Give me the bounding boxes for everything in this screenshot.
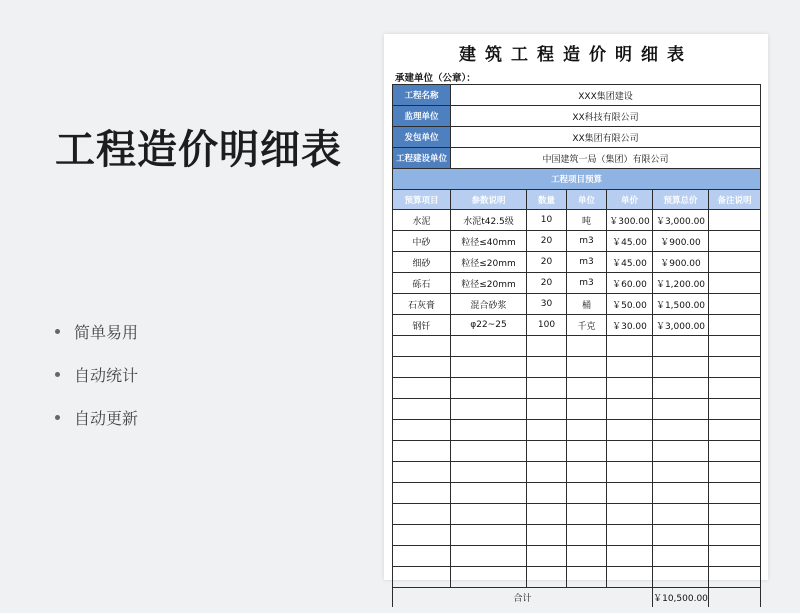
empty-cell <box>607 483 653 504</box>
table-row <box>393 273 761 294</box>
empty-cell <box>393 336 451 357</box>
empty-cell <box>527 567 567 588</box>
empty-cell <box>709 399 761 420</box>
table-cell <box>709 294 761 315</box>
empty-row <box>393 357 761 378</box>
empty-cell <box>393 378 451 399</box>
empty-cell <box>451 399 527 420</box>
empty-cell <box>451 525 527 546</box>
table-cell: 石灰膏 <box>393 294 451 315</box>
table-row <box>393 294 761 315</box>
empty-cell <box>653 420 709 441</box>
feature-item <box>55 396 138 439</box>
empty-cell <box>653 504 709 525</box>
empty-cell <box>393 567 451 588</box>
column-header: 预算项目 <box>393 190 451 210</box>
feature-list <box>55 310 138 439</box>
table-cell: ￥3,000.00 <box>653 315 709 336</box>
empty-cell <box>567 546 607 567</box>
info-label: 工程名称 <box>393 85 451 106</box>
empty-cell <box>393 420 451 441</box>
table-cell: 混合砂浆 <box>451 294 527 315</box>
empty-row <box>393 336 761 357</box>
table-cell: 100 <box>527 315 567 336</box>
empty-cell <box>393 546 451 567</box>
empty-cell <box>393 357 451 378</box>
feature-label: 自动统计 <box>74 366 139 385</box>
empty-cell <box>527 399 567 420</box>
section-header: 工程项目预算 <box>393 169 761 190</box>
empty-cell <box>527 483 567 504</box>
empty-cell <box>653 357 709 378</box>
empty-cell <box>709 357 761 378</box>
table-cell: ￥45.00 <box>607 231 653 252</box>
info-row <box>393 106 761 127</box>
table-cell: 20 <box>527 252 567 273</box>
empty-cell <box>451 483 527 504</box>
table-cell <box>709 252 761 273</box>
empty-cell <box>393 504 451 525</box>
table-cell <box>709 273 761 294</box>
empty-cell <box>567 462 607 483</box>
table-cell: 粒径≤40mm <box>451 231 527 252</box>
table-cell: 粒径≤20mm <box>451 252 527 273</box>
column-header: 数量 <box>527 190 567 210</box>
table-cell: 吨 <box>567 210 607 231</box>
total-note <box>709 588 761 608</box>
empty-cell <box>393 399 451 420</box>
table-cell: 粒径≤20mm <box>451 273 527 294</box>
empty-row <box>393 420 761 441</box>
info-row <box>393 127 761 148</box>
table-cell: ￥900.00 <box>653 252 709 273</box>
empty-cell <box>393 525 451 546</box>
empty-cell <box>607 336 653 357</box>
empty-cell <box>451 420 527 441</box>
empty-cell <box>567 336 607 357</box>
info-value: 中国建筑一局（集团）有限公司 <box>451 148 761 169</box>
table-cell: m3 <box>567 273 607 294</box>
empty-cell <box>709 504 761 525</box>
empty-cell <box>393 441 451 462</box>
empty-row <box>393 462 761 483</box>
empty-row <box>393 504 761 525</box>
empty-cell <box>709 378 761 399</box>
empty-cell <box>393 483 451 504</box>
table-cell <box>709 315 761 336</box>
empty-cell <box>527 441 567 462</box>
empty-row <box>393 546 761 567</box>
table-cell: ￥60.00 <box>607 273 653 294</box>
total-label: 合计 <box>393 588 653 608</box>
empty-cell <box>607 420 653 441</box>
empty-cell <box>527 420 567 441</box>
empty-cell <box>567 357 607 378</box>
empty-cell <box>527 462 567 483</box>
empty-cell <box>653 546 709 567</box>
empty-row <box>393 567 761 588</box>
empty-cell <box>607 441 653 462</box>
sheet-title: 建筑工程造价明细表 <box>459 45 693 65</box>
empty-cell <box>451 441 527 462</box>
empty-cell <box>451 357 527 378</box>
table-cell: 砾石 <box>393 273 451 294</box>
empty-cell <box>567 420 607 441</box>
empty-cell <box>451 546 527 567</box>
column-header: 预算总价 <box>653 190 709 210</box>
empty-row <box>393 399 761 420</box>
feature-label: 简单易用 <box>74 323 139 342</box>
empty-row <box>393 441 761 462</box>
empty-cell <box>653 441 709 462</box>
table-cell: ￥45.00 <box>607 252 653 273</box>
info-label: 工程建设单位 <box>393 148 451 169</box>
empty-cell <box>607 378 653 399</box>
empty-cell <box>709 525 761 546</box>
empty-cell <box>653 336 709 357</box>
info-label: 监理单位 <box>393 106 451 127</box>
cost-table <box>392 84 761 607</box>
bullet-icon <box>55 329 60 334</box>
empty-cell <box>607 567 653 588</box>
empty-cell <box>451 462 527 483</box>
table-cell: ￥300.00 <box>607 210 653 231</box>
table-cell: 中砂 <box>393 231 451 252</box>
table-cell: 10 <box>527 210 567 231</box>
empty-cell <box>653 399 709 420</box>
table-cell: ￥1,200.00 <box>653 273 709 294</box>
table-cell: ￥50.00 <box>607 294 653 315</box>
info-value: XX集团有限公司 <box>451 127 761 148</box>
empty-cell <box>653 462 709 483</box>
empty-cell <box>567 525 607 546</box>
empty-cell <box>607 399 653 420</box>
table-cell: 水泥 <box>393 210 451 231</box>
empty-cell <box>567 378 607 399</box>
table-cell: ￥30.00 <box>607 315 653 336</box>
promo-title: 工程造价明细表 <box>55 127 342 173</box>
table-cell: 钢钎 <box>393 315 451 336</box>
empty-cell <box>709 483 761 504</box>
empty-cell <box>607 546 653 567</box>
info-row <box>393 148 761 169</box>
empty-cell <box>567 567 607 588</box>
empty-cell <box>709 462 761 483</box>
empty-cell <box>709 441 761 462</box>
empty-cell <box>653 525 709 546</box>
table-cell: φ22~25 <box>451 315 527 336</box>
info-row <box>393 85 761 106</box>
table-cell: 千克 <box>567 315 607 336</box>
empty-cell <box>709 546 761 567</box>
table-cell: 20 <box>527 273 567 294</box>
info-value: XX科技有限公司 <box>451 106 761 127</box>
table-cell <box>709 210 761 231</box>
empty-cell <box>567 441 607 462</box>
empty-row <box>393 483 761 504</box>
table-cell: ￥1,500.00 <box>653 294 709 315</box>
column-header-row <box>393 190 761 210</box>
empty-cell <box>709 336 761 357</box>
empty-cell <box>653 378 709 399</box>
table-row <box>393 210 761 231</box>
feature-label: 自动更新 <box>74 409 139 428</box>
empty-cell <box>393 462 451 483</box>
empty-cell <box>607 525 653 546</box>
empty-cell <box>527 504 567 525</box>
empty-cell <box>527 336 567 357</box>
bullet-icon <box>55 372 60 377</box>
total-row <box>393 588 761 608</box>
section-row <box>393 169 761 190</box>
empty-cell <box>607 357 653 378</box>
contractor-label: 承建单位（公章）： <box>395 73 476 84</box>
total-value: ￥10,500.00 <box>653 588 709 608</box>
column-header: 单价 <box>607 190 653 210</box>
info-label: 发包单位 <box>393 127 451 148</box>
info-value: XXX集团建设 <box>451 85 761 106</box>
table-cell: 细砂 <box>393 252 451 273</box>
table-cell: 桶 <box>567 294 607 315</box>
empty-cell <box>567 483 607 504</box>
empty-cell <box>709 420 761 441</box>
empty-cell <box>527 525 567 546</box>
table-cell: 20 <box>527 231 567 252</box>
column-header: 备注说明 <box>709 190 761 210</box>
table-cell: ￥3,000.00 <box>653 210 709 231</box>
table-row <box>393 231 761 252</box>
empty-cell <box>527 546 567 567</box>
empty-cell <box>451 504 527 525</box>
table-row <box>393 315 761 336</box>
table-cell: m3 <box>567 252 607 273</box>
feature-item <box>55 353 138 396</box>
empty-cell <box>653 567 709 588</box>
empty-cell <box>709 567 761 588</box>
empty-row <box>393 378 761 399</box>
table-cell: m3 <box>567 231 607 252</box>
empty-cell <box>653 483 709 504</box>
column-header: 参数说明 <box>451 190 527 210</box>
table-cell <box>709 231 761 252</box>
empty-cell <box>567 504 607 525</box>
table-row <box>393 252 761 273</box>
empty-cell <box>607 504 653 525</box>
table-cell: ￥900.00 <box>653 231 709 252</box>
feature-item <box>55 310 138 353</box>
column-header: 单位 <box>567 190 607 210</box>
bullet-icon <box>55 415 60 420</box>
table-cell: 30 <box>527 294 567 315</box>
empty-cell <box>527 357 567 378</box>
empty-cell <box>451 567 527 588</box>
empty-cell <box>607 462 653 483</box>
table-cell: 水泥t42.5级 <box>451 210 527 231</box>
empty-cell <box>451 378 527 399</box>
empty-row <box>393 525 761 546</box>
empty-cell <box>451 336 527 357</box>
empty-cell <box>527 378 567 399</box>
empty-cell <box>567 399 607 420</box>
spreadsheet-preview <box>384 34 768 604</box>
